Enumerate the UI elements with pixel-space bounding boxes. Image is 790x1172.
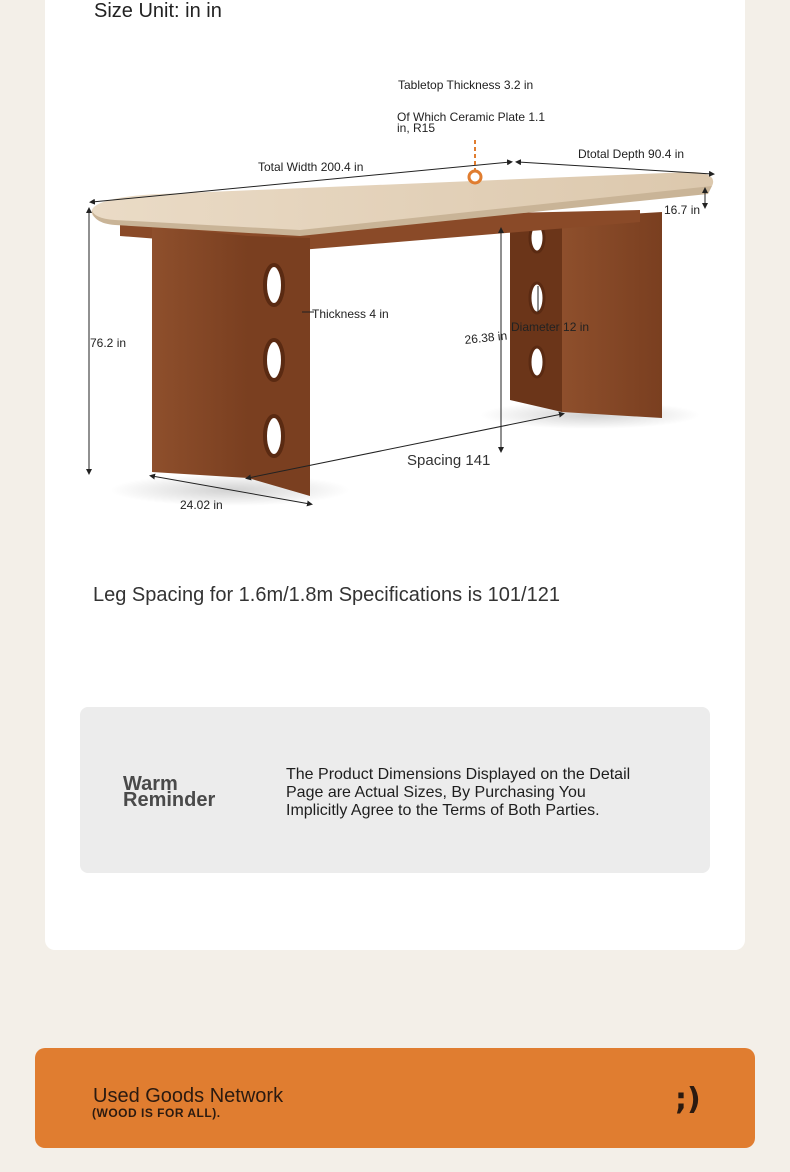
ceramic-plate-label: Of Which Ceramic Plate 1.1 — [397, 110, 546, 124]
table-dimension-diagram — [0, 0, 790, 560]
height-label: 76.2 in — [90, 336, 127, 350]
footer-banner — [35, 1048, 755, 1148]
hole-diameter-label: Diameter 12 in — [511, 320, 590, 334]
reminder-line: Page are Actual Sizes, By Purchasing You — [286, 784, 586, 801]
ceramic-plate-label-line2: in, R15 — [397, 121, 436, 135]
front-leg — [152, 226, 310, 496]
total-width-label: Total Width 200.4 in — [258, 160, 364, 174]
ceramic-marker-dot — [469, 171, 481, 183]
warm-reminder-title — [123, 773, 253, 811]
reminder-title-line2: Reminder — [123, 789, 216, 811]
back-leg — [510, 212, 662, 418]
footer-tagline: (WOOD IS FOR ALL). — [92, 1106, 221, 1120]
leg-thickness-label: Thickness 4 in — [312, 307, 389, 321]
warm-reminder-text — [286, 766, 656, 820]
reminder-title-line1: Warm — [123, 773, 178, 795]
edge-thickness-label: 16.7 in — [664, 203, 701, 217]
size-unit-heading: Size Unit: in in — [94, 0, 222, 22]
total-depth-label: Dtotal Depth 90.4 in — [578, 147, 685, 161]
leg-spacing-label: Spacing 141 — [407, 452, 491, 469]
footer-brand: Used Goods Network — [93, 1085, 284, 1107]
footer-logo-mark: ;) — [675, 1082, 701, 1117]
leg-width-label: 24.02 in — [180, 498, 223, 512]
tabletop-thickness-label: Tabletop Thickness 3.2 in — [398, 78, 534, 92]
leg-height-label: 26.38 in — [463, 328, 508, 347]
leg-spacing-note: Leg Spacing for 1.6m/1.8m Specifications is 101/121 — [93, 584, 560, 606]
reminder-line: Implicitly Agree to the Terms of Both Parties. — [286, 802, 600, 819]
reminder-line: The Product Dimensions Displayed on the Detail — [286, 766, 631, 783]
